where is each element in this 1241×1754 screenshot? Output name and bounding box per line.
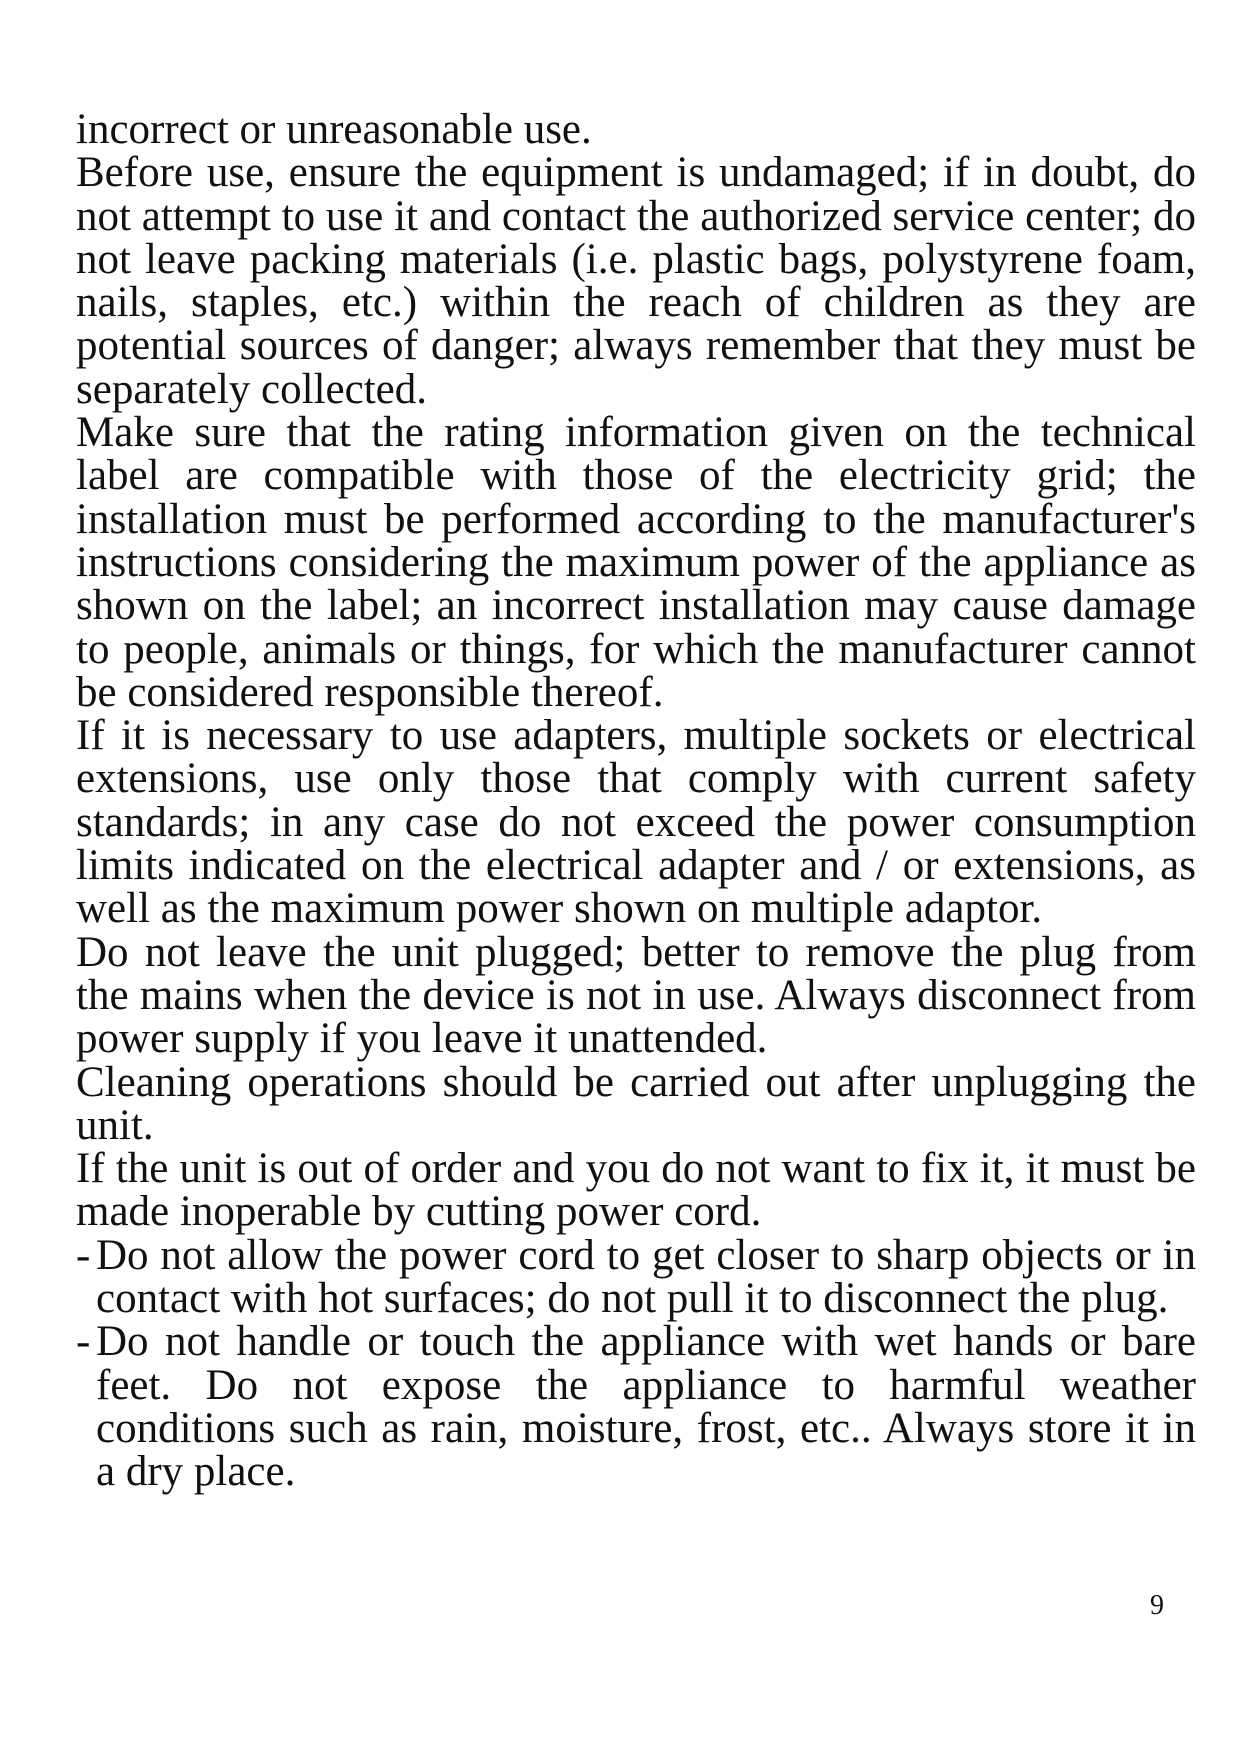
paragraph-rating-information: Make sure that the rating information given on the technical label are compatible with those of the electricity grid; the installation must be performed according to the manufacturer's instructions considering the maximum power of the appliance as shown on the label; an incorrect installation may cause damage to people, animals or things, for which the manufacturer cannot be considered responsible thereof. xyxy=(76,409,1196,716)
paragraph-before-use: Before use, ensure the equipment is undamaged; if in doubt, do not attempt to use it and contact the authorized service center; do not leave packing materials (i.e. plastic bags, polystyrene foam, nails, staples, etc.) within the reach of children as they are potential sources of danger; always remember that they must be separately collected. xyxy=(76,149,1196,413)
paragraph-out-of-order: If the unit is out of order and you do not want to fix it, it must be made inoperable by cutting power cord. xyxy=(76,1145,1196,1236)
paragraph-adapters: If it is necessary to use adapters, multiple sockets or electrical extensions, use only those that comply with current safety standards; in any case do not exceed the power consumption limits indicated on the electrical adapter and / or extensions, as well as the maximum power shown on multiple adaptor. xyxy=(76,712,1196,933)
bullet-dash-marker: - xyxy=(76,1318,91,1366)
page-number: 9 xyxy=(1150,1590,1164,1621)
bullet-item-power-cord xyxy=(76,1231,1196,1323)
manual-page-body xyxy=(76,108,1196,1494)
bullet-dash-marker: - xyxy=(76,1231,91,1279)
paragraph-unplug: Do not leave the unit plugged; better to remove the plug from the mains when the device is not in use. Always disconnect from power supply if you leave it unattended. xyxy=(76,928,1196,1063)
bullet-text: Do not allow the power cord to get closer to sharp objects or in contact with hot surfaces; do not pull it to disconnect the plug. xyxy=(96,1231,1196,1323)
paragraph-cleaning: Cleaning operations should be carried out after unplugging the unit. xyxy=(76,1058,1196,1149)
bullet-text: Do not handle or touch the appliance with wet hands or bare feet. Do not expose the appliance to harmful weather conditions such as rain, moisture, frost, etc.. Always store it in a dry place. xyxy=(96,1318,1196,1496)
paragraph-incorrect-use: incorrect or unreasonable use. xyxy=(76,106,592,153)
bullet-item-wet-hands xyxy=(76,1318,1196,1496)
